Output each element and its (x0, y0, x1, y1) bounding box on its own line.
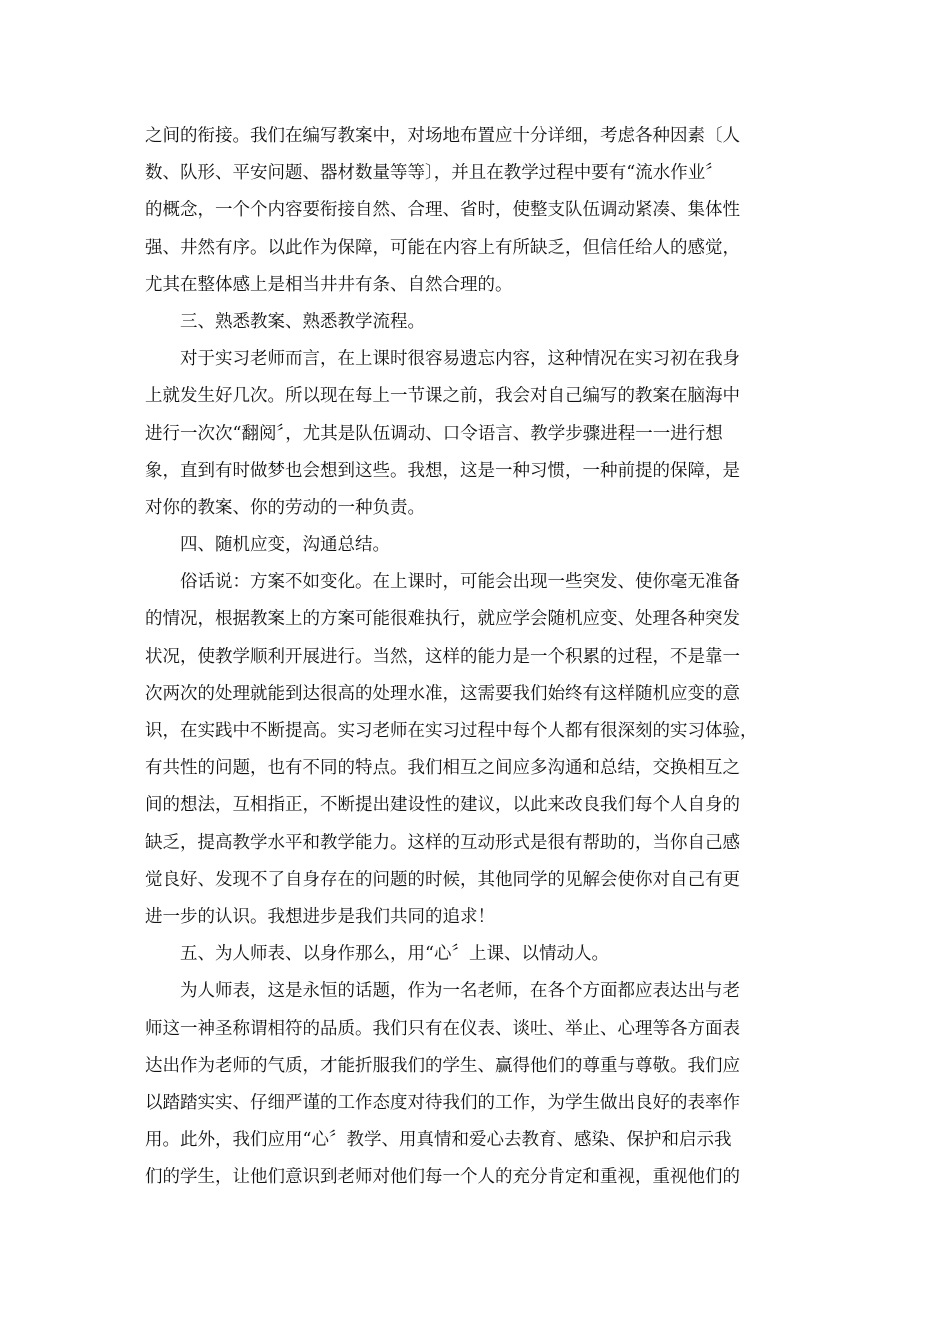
text-line: 间的想法，互相指正，不断提出建设性的建议，以此来改良我们每个人自身的 (145, 795, 740, 816)
text-line: 对于实习老师而言，在上课时很容易遗忘内容，这种情况在实习初在我身 (180, 349, 740, 370)
text-line: 用。此外，我们应用“心〞教学、用真情和爱心去教育、感染、保护和启示我 (145, 1130, 732, 1151)
text-line: 次两次的处理就能到达很高的处理水准，这需要我们始终有这样随机应变的意 (145, 683, 740, 704)
text-line: 为人师表，这是永恒的话题，作为一名老师，在各个方面都应表达出与老 (180, 981, 740, 1002)
text-line: 觉良好、发现不了自身存在的问题的时候，其他同学的见解会使你对自己有更 (145, 869, 740, 890)
text-line: 进一步的认识。我想进步是我们共同的追求！ (145, 906, 495, 927)
text-line: 以踏踏实实、仔细严谨的工作态度对待我们的工作，为学生做出良好的表率作 (145, 1092, 740, 1113)
text-line: 有共性的问题，也有不同的特点。我们相互之间应多沟通和总结，交换相互之 (145, 758, 740, 779)
text-line: 之间的衔接。我们在编写教案中，对场地布置应十分详细，考虑各种因素〔人 (145, 126, 740, 146)
text-line: 强、井然有序。以此作为保障，可能在内容上有所缺乏，但信任给人的感觉， (145, 237, 740, 258)
text-line: 状况，使教学顺利开展进行。当然，这样的能力是一个积累的过程，不是靠一 (145, 646, 740, 667)
text-line: 缺乏，提高教学水平和教学能力。这样的互动形式是很有帮助的，当你自己感 (145, 832, 740, 853)
text-line: 四、随机应变，沟通总结。 (180, 535, 390, 556)
text-line: 上就发生好几次。所以现在每上一节课之前，我会对自己编写的教案在脑海中 (145, 386, 740, 407)
text-line: 象，直到有时做梦也会想到这些。我想，这是一种习惯，一种前提的保障，是 (145, 460, 740, 481)
text-line: 达出作为老师的气质，才能折服我们的学生、赢得他们的尊重与尊敬。我们应 (145, 1055, 740, 1076)
text-line: 的概念，一个个内容要衔接自然、合理、省时，使整支队伍调动紧凑、集体性 (145, 200, 740, 221)
text-line: 的情况，根据教案上的方案可能很难执行，就应学会随机应变、处理各种突发 (145, 609, 740, 630)
document-body (145, 118, 805, 1196)
text-line: 识，在实践中不断提高。实习老师在实习过程中每个人都有很深刻的实习体验， (145, 721, 758, 741)
text-line: 三、熟悉教案、熟悉教学流程。 (180, 311, 425, 332)
text-line: 师这一神圣称谓相符的品质。我们只有在仪表、谈吐、举止、心理等各方面表 (145, 1018, 740, 1039)
text-line: 进行一次次“翻阅〞，尤其是队伍调动、口令语言、教学步骤进程一一进行想 (145, 423, 723, 444)
text-line: 尤其在整体感上是相当井井有条、自然合理的。 (145, 274, 513, 295)
text-line: 五、为人师表、以身作那么，用“心〞上课、以情动人。 (180, 944, 609, 965)
text-line: 对你的教案、你的劳动的一种负责。 (145, 497, 425, 518)
text-line: 们的学生，让他们意识到老师对他们每一个人的充分肯定和重视，重视他们的 (145, 1167, 740, 1188)
text-line: 数、队形、平安问题、器材数量等等〕，并且在教学过程中要有“流水作业〞 (145, 163, 723, 184)
text-line: 俗话说：方案不如变化。在上课时，可能会出现一些突发、使你毫无准备 (180, 572, 740, 593)
